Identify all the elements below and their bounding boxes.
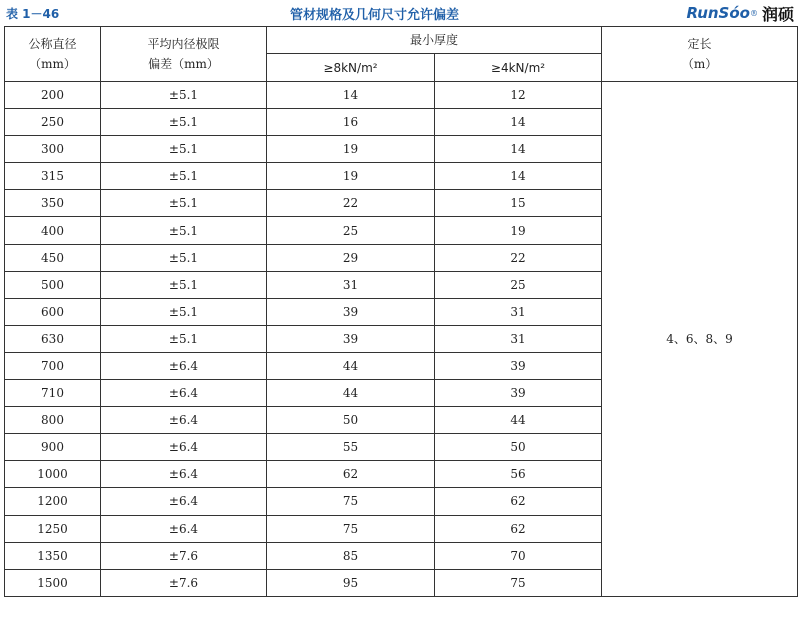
inner-deviation-cell: ±5.1 [101, 109, 267, 136]
inner-deviation-cell: ±5.1 [101, 244, 267, 271]
thickness-sn8-cell: 50 [267, 407, 435, 434]
thickness-sn8-cell: 29 [267, 244, 435, 271]
thickness-sn8-cell: 62 [267, 461, 435, 488]
inner-deviation-cell: ±5.1 [101, 163, 267, 190]
spec-table-body [5, 82, 798, 597]
thickness-sn8-cell: 44 [267, 352, 435, 379]
inner-deviation-cell: ±6.4 [101, 515, 267, 542]
inner-deviation-cell: ±6.4 [101, 434, 267, 461]
col-header-min-thickness: 最小厚度 [267, 27, 602, 54]
registered-mark: ® [749, 8, 758, 18]
length-unit: （m） [681, 57, 718, 71]
brand-name-cn: 润硕 [761, 4, 794, 24]
col-header-length [602, 27, 798, 82]
thickness-sn4-cell: 22 [435, 244, 602, 271]
thickness-sn8-cell: 22 [267, 190, 435, 217]
nominal-diameter-cell: 1500 [5, 569, 101, 596]
thickness-sn4-cell: 70 [435, 542, 602, 569]
col-header-nominal-diameter [5, 27, 101, 82]
col-header-inner-deviation [101, 27, 267, 82]
nominal-diameter-cell: 1000 [5, 461, 101, 488]
thickness-sn8-cell: 14 [267, 82, 435, 109]
col-header-sn4 [435, 54, 602, 82]
nominal-diameter-cell: 300 [5, 136, 101, 163]
inner-deviation-cell: ±5.1 [101, 190, 267, 217]
thickness-sn8-cell: 75 [267, 488, 435, 515]
brand-name-en: RunSóo [686, 4, 750, 22]
table-row [5, 82, 798, 109]
inner-deviation-cell: ±7.6 [101, 542, 267, 569]
thickness-sn4-cell: 31 [435, 325, 602, 352]
thickness-sn4-cell: 19 [435, 217, 602, 244]
inner-deviation-cell: ±5.1 [101, 136, 267, 163]
inner-deviation-cell: ±5.1 [101, 217, 267, 244]
length-value-cell: 4、6、8、9 [602, 82, 798, 597]
thickness-sn8-cell: 39 [267, 325, 435, 352]
thickness-sn4-cell: 14 [435, 109, 602, 136]
inner-deviation-cell: ±6.4 [101, 488, 267, 515]
brand-logo [686, 2, 794, 24]
thickness-sn8-cell: 19 [267, 136, 435, 163]
inner-deviation-cell: ±5.1 [101, 271, 267, 298]
thickness-sn4-cell: 62 [435, 515, 602, 542]
nominal-diameter-cell: 500 [5, 271, 101, 298]
thickness-sn4-cell: 25 [435, 271, 602, 298]
inner-deviation-cell: ±7.6 [101, 569, 267, 596]
inner-deviation-cell: ±6.4 [101, 461, 267, 488]
thickness-sn4-cell: 14 [435, 163, 602, 190]
thickness-sn4-cell: 39 [435, 352, 602, 379]
length-label: 定长 [687, 37, 712, 51]
thickness-sn8-cell: 95 [267, 569, 435, 596]
thickness-sn8-cell: 85 [267, 542, 435, 569]
nominal-diameter-cell: 400 [5, 217, 101, 244]
nominal-diameter-cell: 700 [5, 352, 101, 379]
nominal-diameter-cell: 200 [5, 82, 101, 109]
thickness-sn4-cell: 62 [435, 488, 602, 515]
nominal-diameter-unit: （mm） [29, 57, 76, 71]
nominal-diameter-cell: 710 [5, 380, 101, 407]
thickness-sn4-cell: 12 [435, 82, 602, 109]
col-header-sn8 [267, 54, 435, 82]
sn4-label: ≥4kN/m² [490, 60, 546, 75]
nominal-diameter-label: 公称直径 [28, 37, 77, 51]
nominal-diameter-cell: 315 [5, 163, 101, 190]
inner-deviation-label: 平均内径极限 [147, 37, 220, 51]
thickness-sn8-cell: 25 [267, 217, 435, 244]
thickness-sn8-cell: 44 [267, 380, 435, 407]
document-header [0, 0, 800, 26]
table-number: 表 1－46 [6, 7, 60, 21]
inner-deviation-cell: ±6.4 [101, 407, 267, 434]
nominal-diameter-cell: 450 [5, 244, 101, 271]
thickness-sn8-cell: 55 [267, 434, 435, 461]
nominal-diameter-cell: 250 [5, 109, 101, 136]
nominal-diameter-cell: 630 [5, 325, 101, 352]
thickness-sn4-cell: 31 [435, 298, 602, 325]
nominal-diameter-cell: 1350 [5, 542, 101, 569]
inner-deviation-unit: 偏差（mm） [148, 57, 219, 71]
thickness-sn4-cell: 75 [435, 569, 602, 596]
thickness-sn8-cell: 75 [267, 515, 435, 542]
thickness-sn8-cell: 39 [267, 298, 435, 325]
thickness-sn4-cell: 56 [435, 461, 602, 488]
thickness-sn8-cell: 16 [267, 109, 435, 136]
inner-deviation-cell: ±5.1 [101, 82, 267, 109]
thickness-sn8-cell: 19 [267, 163, 435, 190]
spec-table [4, 26, 798, 597]
table-title: 管材规格及几何尺寸允许偏差 [290, 8, 460, 23]
thickness-sn4-cell: 44 [435, 407, 602, 434]
nominal-diameter-cell: 350 [5, 190, 101, 217]
thickness-sn8-cell: 31 [267, 271, 435, 298]
inner-deviation-cell: ±6.4 [101, 380, 267, 407]
inner-deviation-cell: ±5.1 [101, 298, 267, 325]
thickness-sn4-cell: 39 [435, 380, 602, 407]
thickness-sn4-cell: 50 [435, 434, 602, 461]
nominal-diameter-cell: 1250 [5, 515, 101, 542]
nominal-diameter-cell: 800 [5, 407, 101, 434]
inner-deviation-cell: ±6.4 [101, 352, 267, 379]
inner-deviation-cell: ±5.1 [101, 325, 267, 352]
thickness-sn4-cell: 14 [435, 136, 602, 163]
thickness-sn4-cell: 15 [435, 190, 602, 217]
sn8-label: ≥8kN/m² [323, 60, 378, 75]
nominal-diameter-cell: 1200 [5, 488, 101, 515]
nominal-diameter-cell: 600 [5, 298, 101, 325]
nominal-diameter-cell: 900 [5, 434, 101, 461]
